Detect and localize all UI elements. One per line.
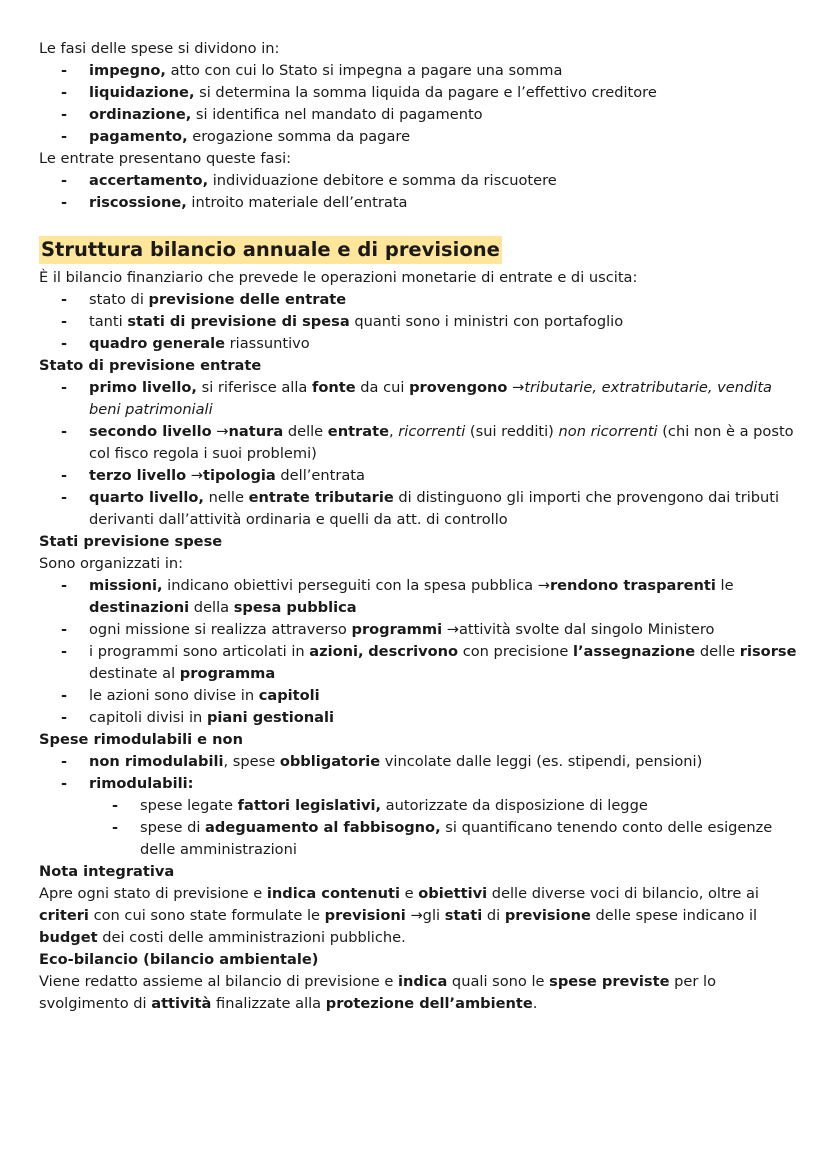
document-content <box>39 38 799 1015</box>
list-item: - accertamento, individuazione debitore e somma da riscuotere <box>39 170 799 192</box>
list-item: - impegno, atto con cui lo Stato si impegna a pagare una somma <box>39 60 799 82</box>
subheading-stato-entrate: Stato di previsione entrate <box>39 357 262 374</box>
list-item: - rimodulabili: <box>39 773 799 795</box>
paragraph-line: Apre ogni stato di previsione e indica contenuti e obiettivi delle diverse voci di bilancio, oltre ai <box>39 885 759 902</box>
list-item: - i programmi sono articolati in azioni, descrivono con precisione l’assegnazione delle risorse <box>39 641 799 663</box>
list-item: - riscossione, introito materiale dell’entrata <box>39 192 799 214</box>
list-item-continuation: beni patrimoniali <box>89 401 213 418</box>
list-item: - ordinazione, si identifica nel mandato di pagamento <box>39 104 799 126</box>
section-heading-wrap <box>39 236 799 264</box>
list-item: - primo livello, si riferisce alla fonte da cui provengono →tributarie, extratributarie, vendita <box>39 377 799 399</box>
subheading-eco: Eco-bilancio (bilancio ambientale) <box>39 951 319 968</box>
list-item-continuation: destinate al programma <box>89 665 276 682</box>
paragraph-line: svolgimento di attività finalizzate alla protezione dell’ambiente. <box>39 995 538 1012</box>
subheading-rimodulabili: Spese rimodulabili e non <box>39 731 243 748</box>
list-item: - quadro generale riassuntivo <box>39 333 799 355</box>
list-item: - ogni missione si realizza attraverso programmi →attività svolte dal singolo Ministero <box>39 619 799 641</box>
subheading-nota: Nota integrativa <box>39 863 175 880</box>
list-item-continuation: destinazioni della spesa pubblica <box>89 599 357 616</box>
paragraph-line: Viene redatto assieme al bilancio di previsione e indica quali sono le spese previste per lo <box>39 973 717 990</box>
sub-list-item: - spese legate fattori legislativi, autorizzate da disposizione di legge <box>39 795 799 817</box>
list-item: - liquidazione, si determina la somma liquida da pagare e l’effettivo creditore <box>39 82 799 104</box>
list-item: - le azioni sono divise in capitoli <box>39 685 799 707</box>
intro-spese: Le fasi delle spese si dividono in: <box>39 40 280 57</box>
list-item: - quarto livello, nelle entrate tributarie di distinguono gli importi che provengono dai tributi <box>39 487 799 509</box>
list-item: - missioni, indicano obiettivi perseguiti con la spesa pubblica →rendono trasparenti le <box>39 575 799 597</box>
sub-list-item-continuation: delle amministrazioni <box>140 841 297 858</box>
stati-spese-intro: Sono organizzati in: <box>39 555 184 572</box>
intro-entrate: Le entrate presentano queste fasi: <box>39 150 292 167</box>
list-item: - secondo livello →natura delle entrate, ricorrenti (sui redditi) non ricorrenti (chi non è a posto <box>39 421 799 443</box>
list-item-continuation: col fisco regola i suoi problemi) <box>89 445 317 462</box>
paragraph-line: budget dei costi delle amministrazioni pubbliche. <box>39 929 406 946</box>
list-item: - terzo livello →tipologia dell’entrata <box>39 465 799 487</box>
list-item: - tanti stati di previsione di spesa quanti sono i ministri con portafoglio <box>39 311 799 333</box>
subheading-stati-spese: Stati previsione spese <box>39 533 223 550</box>
sub-list-item: - spese di adeguamento al fabbisogno, si quantificano tenendo conto delle esigenze <box>39 817 799 839</box>
list-item: - pagamento, erogazione somma da pagare <box>39 126 799 148</box>
section-title: Struttura bilancio annuale e di previsione <box>39 236 502 264</box>
list-item-continuation: derivanti dall’attività ordinaria e quelli da att. di controllo <box>89 511 508 528</box>
list-item: - stato di previsione delle entrate <box>39 289 799 311</box>
list-item: - capitoli divisi in piani gestionali <box>39 707 799 729</box>
list-item: - non rimodulabili, spese obbligatorie vincolate dalle leggi (es. stipendi, pensioni) <box>39 751 799 773</box>
paragraph-line: criteri con cui sono state formulate le previsioni →gli stati di previsione delle spese indicano il <box>39 907 758 924</box>
bilancio-intro: È il bilancio finanziario che prevede le operazioni monetarie di entrate e di uscita: <box>39 269 638 286</box>
